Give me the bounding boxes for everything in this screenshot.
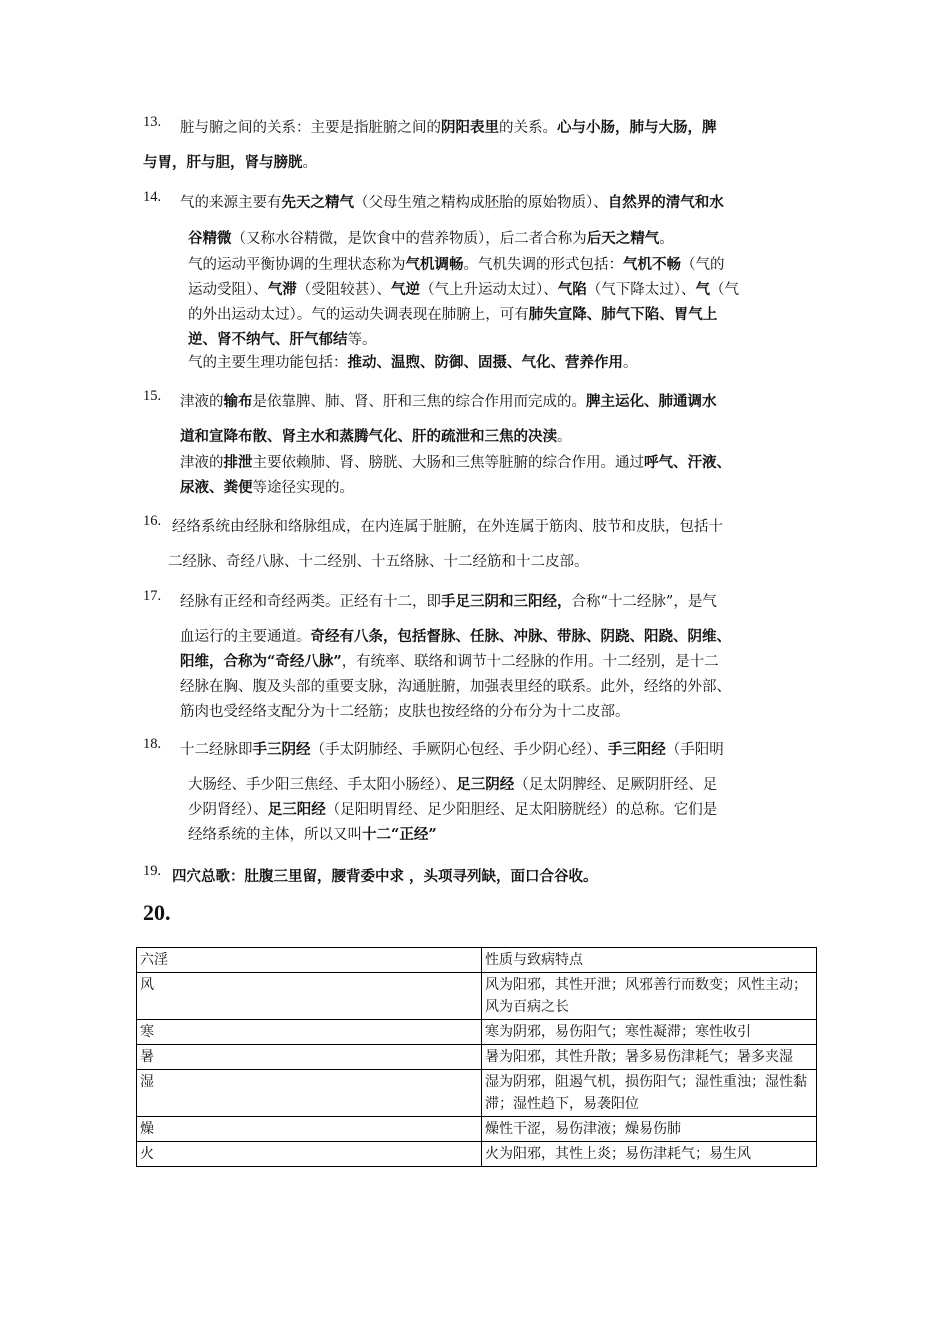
- text-run: 等途径实现的。: [252, 480, 354, 496]
- table-cell-desc: 湿为阴邪，阻遏气机，损伤阳气；湿性重浊；湿性黏滞；湿性趋下，易袭阳位: [482, 1070, 817, 1117]
- text-run: 。: [623, 355, 638, 371]
- table-cell-name: 湿: [137, 1070, 482, 1117]
- bold-text: 肺失宣降、肺气下陷、胃气上: [528, 306, 718, 323]
- text-run: 。气机失调的形式包括：: [463, 257, 623, 273]
- text-run: 。: [557, 429, 572, 445]
- item-number: 19.: [143, 863, 162, 879]
- text-run: 筋肉也受经络支配分为十二经筋；皮肤也按经络的分布分为十二皮部。: [180, 704, 630, 720]
- item-text-line: [180, 624, 731, 650]
- bold-text: 与胃，肝与胆，肾与膀胱: [143, 154, 303, 171]
- bold-text: 气机调畅: [405, 256, 464, 273]
- bold-text: 后天之精气: [586, 230, 660, 247]
- text-run: （受阻较甚）、: [296, 282, 391, 298]
- item-number: 17.: [143, 588, 162, 604]
- item-text-line: [188, 797, 717, 823]
- item-text-line: [180, 737, 724, 763]
- six-excesses-table: [136, 947, 817, 1167]
- bold-text: 阳维，合称为“奇经八脉”: [180, 653, 342, 670]
- bold-text: 尿液、粪便: [180, 479, 253, 496]
- item-text-line: [172, 514, 723, 540]
- bold-text: 气机不畅: [623, 256, 681, 273]
- bold-text: 手三阳经: [607, 741, 666, 758]
- item-number: 18.: [143, 736, 162, 752]
- bold-text: 先天之精气: [281, 194, 354, 211]
- text-run: 等。: [347, 332, 377, 348]
- bold-text: 十二“正经”: [362, 826, 437, 843]
- item-text-line: [180, 450, 731, 476]
- bold-text: 足三阳经: [267, 801, 326, 818]
- bold-text: 推动、温煦、防御、固摄、气化、营养作用: [347, 354, 623, 371]
- table-row: [137, 973, 817, 1020]
- text-run: 二经脉、奇经八脉、十二经别、十五络脉、十二经筋和十二皮部。: [168, 554, 589, 570]
- bold-text: 足三阴经: [456, 776, 515, 793]
- text-run: （足阳明胃经、足少阳胆经、足太阳膀胱经）的总称。它们是: [325, 802, 718, 818]
- bold-text: 谷精微: [188, 230, 232, 247]
- item-text-line: [188, 277, 739, 303]
- bold-text: 逆、肾不纳气、肝气郁结: [188, 331, 348, 348]
- text-run: （气上升运动太过）、: [420, 282, 558, 298]
- item-number: 14.: [143, 189, 162, 205]
- table-row: [137, 1070, 817, 1117]
- text-run: 血运行的主要通道。: [180, 629, 311, 645]
- table-cell-name: 寒: [137, 1020, 482, 1045]
- table-row: [137, 1045, 817, 1070]
- text-run: 的关系。: [499, 120, 557, 136]
- bold-text: 气滞: [267, 281, 297, 298]
- table-header-cell: 六淫: [137, 948, 482, 973]
- text-run: （气: [710, 282, 739, 298]
- item-text-line: [180, 649, 719, 675]
- text-run: （手太阴肺经、手厥阴心包经、手少阴心经）、: [310, 742, 608, 758]
- bold-text: 道和宣降布散、肾主水和蒸腾气化、肝的疏泄和三焦的决渎: [180, 428, 557, 445]
- item-20-number: 20.: [143, 900, 171, 925]
- bold-text: 心与小肠，肺与大肠，脾: [557, 119, 717, 136]
- table-cell-desc: 火为阳邪，其性上炎；易伤津耗气；易生风: [482, 1142, 817, 1167]
- item-text-line: [180, 475, 354, 501]
- bold-text: 手足三阴和三阳经，: [441, 593, 572, 610]
- table-cell-desc: 燥性干涩，易伤津液；燥易伤肺: [482, 1117, 817, 1142]
- text-run: ，有统率、联络和调节十二经脉的作用。十二经别，是十二: [341, 654, 719, 670]
- bold-text: 气陷: [557, 281, 587, 298]
- item-text-line: [180, 424, 572, 450]
- item-text-line: [180, 389, 717, 415]
- table-row: [137, 1020, 817, 1045]
- item-text-line: [180, 699, 630, 725]
- table-row: [137, 1142, 817, 1167]
- table-header-cell: 性质与致病特点: [482, 948, 817, 973]
- table-cell-desc: 寒为阴邪，易伤阳气；寒性凝滞；寒性收引: [482, 1020, 817, 1045]
- text-run: 经络系统由经脉和络脉组成，在内连属于脏腑，在外连属于筋肉、肢节和皮肤，包括十: [172, 519, 723, 535]
- text-run: 气的来源主要有: [180, 195, 282, 211]
- item-text-line: [180, 190, 724, 216]
- text-run: 津液的: [180, 394, 224, 410]
- table-cell-desc: 暑为阳邪，其性升散；暑多易伤津耗气；暑多夹湿: [482, 1045, 817, 1070]
- text-run: 运动受阻）、: [188, 282, 268, 298]
- item-text-line: [180, 589, 717, 615]
- bold-text: 四穴总歌：肚腹三里留，腰背委中求 ，头项寻列缺，面口合谷收。: [172, 868, 598, 885]
- text-run: 合称“十二经脉”，是气: [571, 594, 717, 610]
- bold-text: 手三阴经: [252, 741, 311, 758]
- table-row: [137, 1117, 817, 1142]
- text-run: （手阳明: [665, 742, 724, 758]
- text-run: 。: [302, 155, 317, 171]
- table-cell-name: 风: [137, 973, 482, 1020]
- text-run: （父母生殖之精构成胚胎的原始物质）、: [354, 195, 608, 211]
- item-number: 16.: [143, 513, 162, 529]
- item-text-line: [188, 350, 638, 376]
- table-cell-name: 燥: [137, 1117, 482, 1142]
- item-text-line: [143, 150, 317, 176]
- item-text-line: [180, 115, 717, 141]
- item-number: 15.: [143, 388, 162, 404]
- item-text-line: [180, 674, 731, 700]
- bold-text: 排泄: [223, 454, 253, 471]
- item-text-line: [188, 822, 437, 848]
- table-header-row: [137, 948, 817, 973]
- item-text-line: [188, 772, 717, 798]
- item-number: 13.: [143, 114, 162, 130]
- bold-text: 气逆: [391, 281, 420, 298]
- text-run: 经脉有正经和奇经两类。正经有十二，即: [180, 594, 441, 610]
- text-run: 少阴肾经）、: [188, 802, 268, 818]
- text-run: 脏与腑之间的关系：主要是指脏腑之间的: [180, 120, 441, 136]
- bold-text: 自然界的清气和水: [607, 194, 724, 211]
- text-run: 。: [659, 231, 674, 247]
- text-run: 气的主要生理功能包括：: [188, 355, 348, 371]
- text-run: 的外出运动太过）。气的运动失调表现在肺腑上，可有: [188, 307, 529, 323]
- bold-text: 奇经有八条，包括督脉、任脉、冲脉、带脉、阴跷、阳跷、阴维、: [310, 628, 731, 645]
- table-cell-name: 暑: [137, 1045, 482, 1070]
- text-run: （足太阴脾经、足厥阴肝经、足: [514, 777, 718, 793]
- bold-text: 脾主运化、肺通调水: [586, 393, 717, 410]
- bold-text: 气: [695, 281, 710, 298]
- item-text-line: [188, 302, 717, 328]
- bold-text: 输布: [223, 393, 253, 410]
- table-cell-name: 火: [137, 1142, 482, 1167]
- item-text-line: [188, 252, 725, 278]
- item-text-line: [168, 549, 589, 575]
- item-text-line: [188, 226, 674, 252]
- text-run: （又称水谷精微，是饮食中的营养物质），后二者合称为: [231, 231, 587, 247]
- text-run: （气下降太过）、: [586, 282, 696, 298]
- table-cell-desc: 风为阳邪，其性开泄；风邪善行而数变；风性主动；风为百病之长: [482, 973, 817, 1020]
- text-run: 经络系统的主体，所以又叫: [188, 827, 362, 843]
- text-run: 大肠经、手少阳三焦经、手太阳小肠经）、: [188, 777, 457, 793]
- text-run: 津液的: [180, 455, 224, 471]
- text-run: 主要依赖肺、肾、膀胱、大肠和三焦等脏腑的综合作用。通过: [252, 455, 644, 471]
- bold-text: 阴阳表里: [441, 119, 499, 136]
- text-run: 十二经脉即: [180, 742, 253, 758]
- text-run: 是依靠脾、肺、肾、肝和三焦的综合作用而完成的。: [252, 394, 586, 410]
- text-run: 气的运动平衡协调的生理状态称为: [188, 257, 406, 273]
- text-run: （气的: [681, 257, 725, 273]
- text-run: 经脉在胸、腹及头部的重要支脉，沟通脏腑，加强表里经的联系。此外，经络的外部、: [180, 679, 731, 695]
- item-text-line: [172, 864, 598, 890]
- bold-text: 呼气、汗液、: [644, 454, 731, 471]
